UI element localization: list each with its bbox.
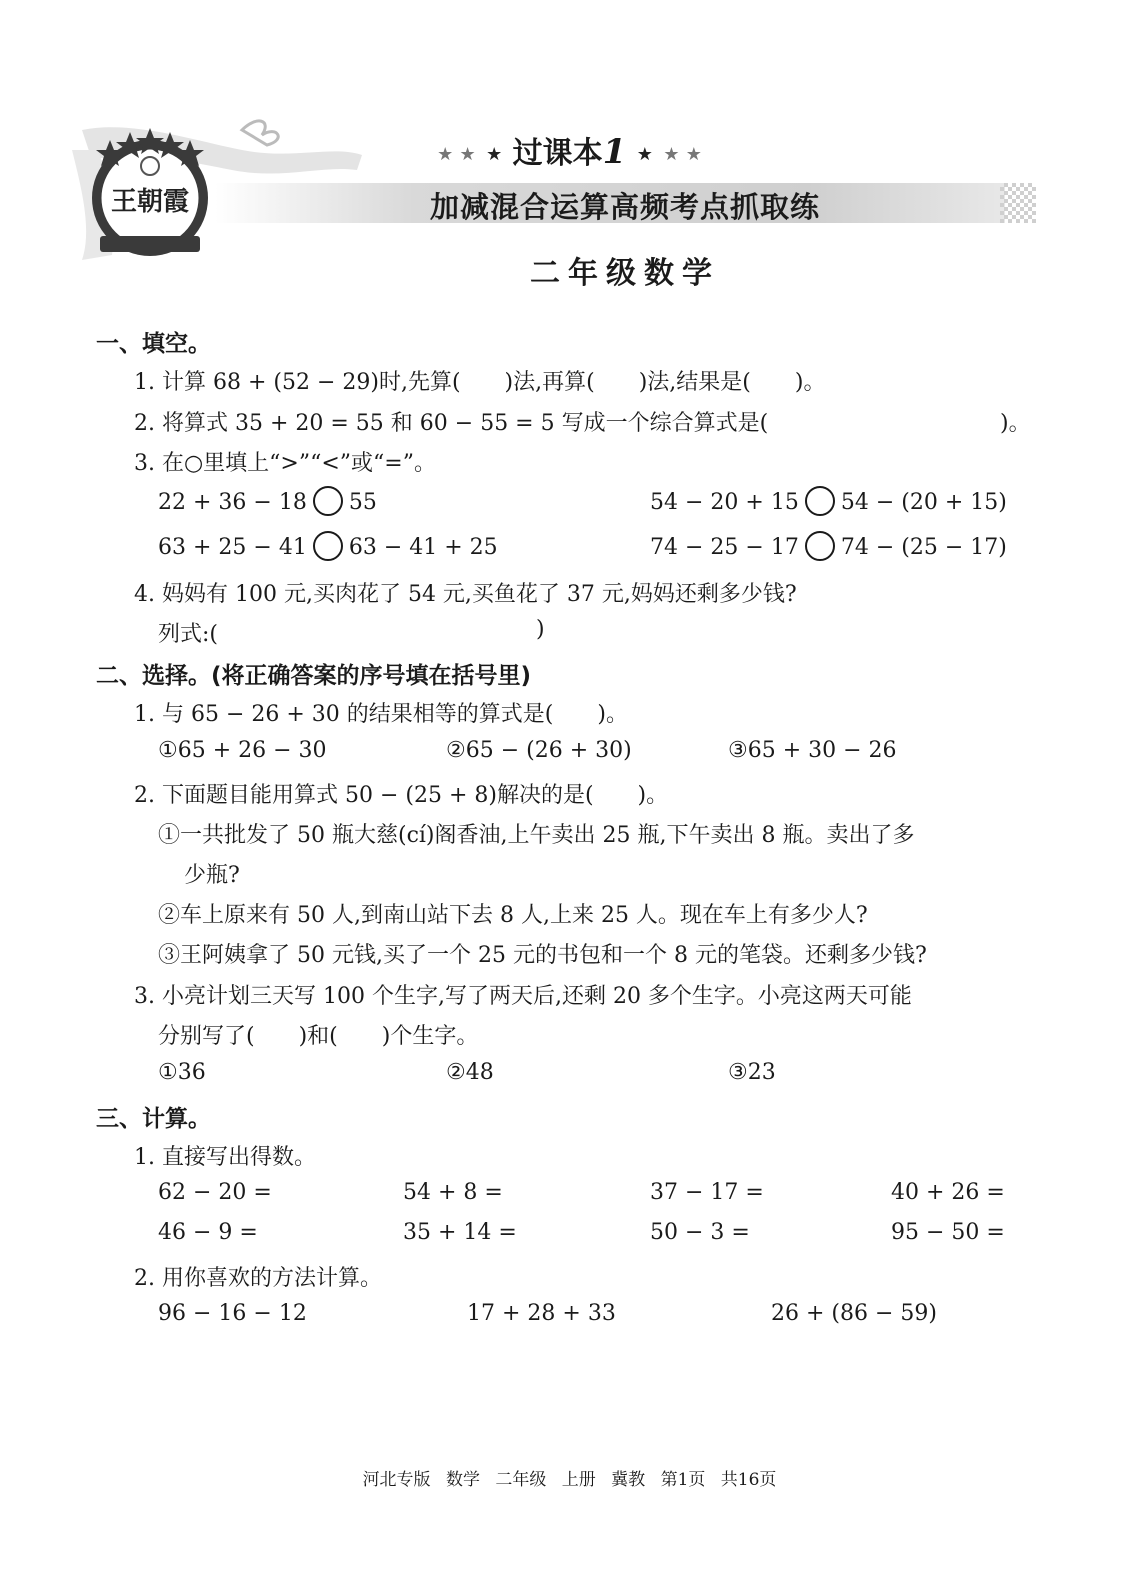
calc-item: 35 + 14 = <box>403 1220 517 1245</box>
question-3-1: 1. 直接写出得数。 <box>134 1145 316 1170</box>
question-2-3: 3. 小亮计划三天写 100 个生字,写了两天后,还剩 20 多个生字。小亮这两天可能 <box>134 984 912 1009</box>
star-icon: ★ ★ <box>663 144 702 165</box>
calc-item: 50 − 3 = <box>650 1220 750 1245</box>
page-footer: 河北专版 数学 二年级 上册 冀教 第1页 共16页 <box>362 1470 777 1490</box>
compare-item <box>650 533 1007 563</box>
subject-title: 二年级数学 <box>530 256 720 291</box>
calc-item: 37 − 17 = <box>650 1180 764 1205</box>
star-icon: ★ <box>636 144 653 165</box>
question-2-1: 1. 与 65 − 26 + 30 的结果相等的算式是( )。 <box>134 702 628 727</box>
calc-item: 95 − 50 = <box>891 1220 1005 1245</box>
compare-left: 63 + 25 − 41 <box>158 535 307 560</box>
compare-left: 74 − 25 − 17 <box>650 535 799 560</box>
section-title-fill: 一、填空。 <box>96 331 211 357</box>
question-1-4: 4. 妈妈有 100 元,买肉花了 54 元,买鱼花了 37 元,妈妈还剩多少钱? <box>134 582 797 607</box>
calc-item: 46 − 9 = <box>158 1220 258 1245</box>
section-title-choice: 二、选择。(将正确答案的序号填在括号里) <box>96 663 532 689</box>
section-title-calc: 三、计算。 <box>96 1106 211 1132</box>
question-1-3: 3. 在○里填上“>”“<”或“=”。 <box>134 451 436 476</box>
calc-item: 96 − 16 − 12 <box>158 1301 307 1326</box>
question-2-2: 2. 下面题目能用算式 50 − (25 + 8)解决的是( )。 <box>134 783 669 808</box>
answer-circle[interactable] <box>313 531 343 561</box>
compare-item <box>158 533 498 563</box>
question-1-2: 2. 将算式 35 + 20 = 55 和 60 − 55 = 5 写成一个综合算式是( <box>134 411 769 436</box>
answer-line-close: ) <box>536 617 545 642</box>
calc-item: 26 + (86 − 59) <box>771 1301 937 1326</box>
series-number: 1 <box>602 132 627 172</box>
svg-text:王朝霞: 王朝霞 <box>110 187 190 217</box>
option-continued: 少瓶? <box>184 863 240 888</box>
option: ②车上原来有 50 人,到南山站下去 8 人,上来 25 人。现在车上有多少人? <box>158 903 868 928</box>
star-icon: ★ ★ <box>437 144 476 165</box>
question-1-1: 1. 计算 68 + (52 − 29)时,先算( )法,再算( )法,结果是( )。 <box>134 370 826 395</box>
compare-item <box>158 488 377 518</box>
calc-item: 62 − 20 = <box>158 1180 272 1205</box>
calc-item: 54 + 8 = <box>403 1180 503 1205</box>
calc-item: 17 + 28 + 33 <box>467 1301 616 1326</box>
answer-circle[interactable] <box>805 531 835 561</box>
option: ②48 <box>446 1060 494 1085</box>
option: ①36 <box>158 1060 206 1085</box>
answer-circle[interactable] <box>313 486 343 516</box>
star-icon: ★ <box>486 144 503 165</box>
question-3-2: 2. 用你喜欢的方法计算。 <box>134 1266 382 1291</box>
answer-circle[interactable] <box>805 486 835 516</box>
calc-item: 40 + 26 = <box>891 1180 1005 1205</box>
option: ②65 − (26 + 30) <box>446 738 632 763</box>
series-label <box>0 128 1139 172</box>
option: ③王阿姨拿了 50 元钱,买了一个 25 元的书包和一个 8 元的笔袋。还剩多少钱? <box>158 943 927 968</box>
option: ③23 <box>728 1060 776 1085</box>
compare-item <box>650 488 1007 518</box>
option: ①65 + 26 − 30 <box>158 738 327 763</box>
compare-right: 55 <box>348 490 377 515</box>
question-1-2-close: )。 <box>1000 411 1031 436</box>
answer-line-label: 列式:( <box>158 622 218 647</box>
worksheet-title: 加减混合运算高频考点抓取练 <box>429 190 820 224</box>
compare-left: 54 − 20 + 15 <box>650 490 799 515</box>
series-text: 过课本 <box>512 136 603 171</box>
option: ③65 + 30 − 26 <box>728 738 897 763</box>
compare-right: 63 − 41 + 25 <box>348 535 498 560</box>
compare-right: 74 − (25 − 17) <box>840 535 1007 560</box>
option: ①一共批发了 50 瓶大慈(cí)阁香油,上午卖出 25 瓶,下午卖出 8 瓶。卖出了多 <box>158 823 915 848</box>
compare-left: 22 + 36 − 18 <box>158 490 307 515</box>
question-2-3-continued: 分别写了( )和( )个生字。 <box>158 1024 479 1049</box>
compare-right: 54 − (20 + 15) <box>840 490 1007 515</box>
